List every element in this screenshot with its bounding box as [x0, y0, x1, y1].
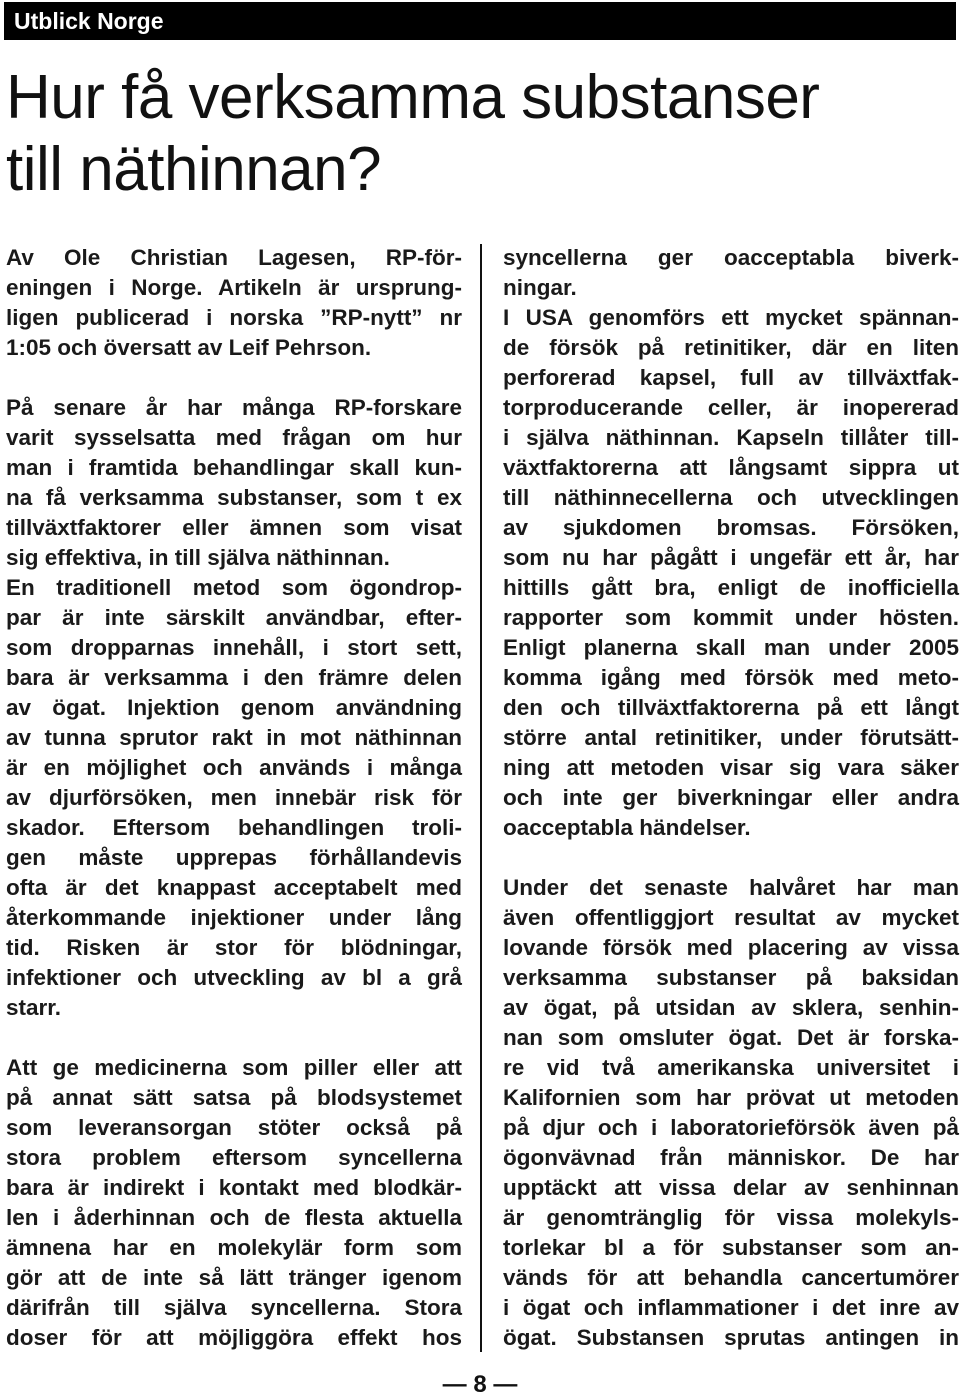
page-number: — 8 —	[442, 1371, 518, 1398]
left-column-line: gen måste upprepas förhållandevis	[6, 845, 462, 870]
right-column-line: ning att metoden visar sig vara säker	[503, 755, 959, 780]
right-column-line: nan som omsluter ögat. Det är forska-	[503, 1025, 959, 1050]
left-column-line: varit sysselsatta med frågan om hur	[6, 425, 462, 450]
left-column-line: på annat sätt satsa på blodsystemet	[6, 1085, 462, 1110]
right-column-line: vänds för att behandla cancertumörer	[503, 1265, 959, 1290]
left-column-line: Att ge medicinerna som piller eller att	[6, 1055, 462, 1080]
right-column-line: av ögat, på utsidan av sklera, senhin-	[503, 995, 959, 1020]
right-text-column	[503, 243, 959, 1353]
right-column-line: torproducerande celler, är inopererad	[503, 395, 959, 420]
left-column-line: som dropparnas innehåll, i stort sett,	[6, 635, 462, 660]
right-column-line: komma igång med försök med meto-	[503, 665, 959, 690]
right-column-line: den och tillväxtfaktorerna på ett långt	[503, 695, 959, 720]
left-column-line: bara är indirekt i kontakt med blodkär-	[6, 1175, 462, 1200]
left-column-line	[6, 363, 462, 393]
left-column-line: starr.	[6, 995, 62, 1020]
left-column-line: 1:05 och översatt av Leif Pehrson.	[6, 335, 372, 360]
right-column-line: Kalifornien som har prövat ut metoden	[503, 1085, 959, 1110]
right-column-line: växtfaktorerna att långsamt sippra ut	[503, 455, 959, 480]
right-column-line: Under det senaste halvåret har man	[503, 875, 959, 900]
left-column-line: är en möjlighet och används i många	[6, 755, 462, 780]
left-column-line: därifrån till själva syncellerna. Stora	[6, 1295, 462, 1320]
right-column-line: större antal retinitiker, under förutsätt-	[503, 725, 959, 750]
right-column-line: verksamma substanser på baksidan	[503, 965, 959, 990]
right-column-line: rapporter som kommit under hösten.	[503, 605, 959, 630]
left-column-line: len i åderhinnan och de flesta aktuella	[6, 1205, 462, 1230]
left-column-line: skador. Eftersom behandlingen troli-	[6, 815, 462, 840]
left-column-line: som leveransorgan stöter också på	[6, 1115, 462, 1140]
left-column-line: tillväxtfaktorer eller ämnen som visat	[6, 515, 462, 540]
column-divider	[480, 244, 482, 1352]
right-column-line: upptäckt att vissa delar av senhinnan	[503, 1175, 959, 1200]
left-column-line: På senare år har många RP-forskare	[6, 395, 462, 420]
left-column-line: sig effektiva, in till själva näthinnan.	[6, 545, 390, 570]
right-column-line: perforerad kapsel, full av tillväxtfak-	[503, 365, 959, 390]
right-column-line: syncellerna ger oacceptabla biverk-	[503, 245, 959, 270]
left-column-line: av ögat. Injektion genom användning	[6, 695, 462, 720]
left-column-line: ofta är det knappast acceptabelt med	[6, 875, 462, 900]
right-column-line: ögat. Substansen sprutas antingen in	[503, 1325, 959, 1350]
right-column-line: av sjukdomen bromsas. Försöken,	[503, 515, 959, 540]
right-column-line: Enligt planerna skall man under 2005	[503, 635, 959, 660]
left-column-line: ämnena har en molekylär form som	[6, 1235, 462, 1260]
right-column-line: som nu har pågått i ungefär ett år, har	[503, 545, 959, 570]
right-column-line: re vid två amerikanska universitet i	[503, 1055, 959, 1080]
left-column-line: gör att de inte så lätt tränger igenom	[6, 1265, 462, 1290]
right-column-line: på djur och i laboratorieförsök även på	[503, 1115, 959, 1140]
right-column-line: i själva näthinnan. Kapseln tillåter till-	[503, 425, 959, 450]
right-column-line: hittills gått bra, enligt de inofficiella	[503, 575, 959, 600]
section-label: Utblick Norge	[14, 8, 164, 34]
left-column-line: av tunna sprutor rakt in mot näthinnan	[6, 725, 462, 750]
section-header-bar	[4, 2, 956, 40]
left-column-line: stora problem eftersom syncellerna	[6, 1145, 462, 1170]
left-column-line: man i framtida behandlingar skall kun-	[6, 455, 462, 480]
left-column-line: doser för att möjliggöra effekt hos	[6, 1325, 462, 1350]
right-column-line: I USA genomförs ett mycket spännan-	[503, 305, 959, 330]
left-column-line: En traditionell metod som ögondrop-	[6, 575, 462, 600]
right-column-line	[503, 843, 959, 873]
right-column-line: oacceptabla händelser.	[503, 815, 751, 840]
left-column-line: par är inte särskilt användbar, efter-	[6, 605, 462, 630]
left-column-line: tid. Risken är stor för blödningar,	[6, 935, 462, 960]
right-column-line: ögonvävnad från människor. De har	[503, 1145, 959, 1170]
article-headline	[6, 62, 956, 206]
right-column-line: ningar.	[503, 275, 577, 300]
left-text-column	[6, 243, 462, 1353]
left-column-line: av djurförsöken, men innebär risk för	[6, 785, 462, 810]
left-column-line: ligen publicerad i norska ”RP-nytt” nr	[6, 305, 462, 330]
right-column-line: även offentliggjort resultat av mycket	[503, 905, 959, 930]
headline-line-2: till näthinnan?	[6, 135, 382, 204]
right-column-line: lovande försök med placering av vissa	[503, 935, 959, 960]
left-column-line: infektioner och utveckling av bl a grå	[6, 965, 462, 990]
right-column-line: de försök på retinitiker, där en liten	[503, 335, 959, 360]
right-column-line: torlekar bl a för substanser som an-	[503, 1235, 959, 1260]
right-column-line: är genomtränglig för vissa molekyls-	[503, 1205, 959, 1230]
right-column-line: i ögat och inflammationer i det inre av	[503, 1295, 959, 1320]
left-column-line: na få verksamma substanser, som t ex	[6, 485, 462, 510]
right-column-line: och inte ger biverkningar eller andra	[503, 785, 959, 810]
left-column-line: återkommande injektioner under lång	[6, 905, 462, 930]
left-column-line: eningen i Norge. Artikeln är ursprung-	[6, 275, 462, 300]
left-column-line	[6, 1023, 462, 1053]
left-column-line: Av Ole Christian Lagesen, RP-för-	[6, 245, 462, 270]
headline-line-1: Hur få verksamma substanser	[6, 63, 820, 132]
left-column-line: bara är verksamma i den främre delen	[6, 665, 462, 690]
right-column-line: till näthinnecellerna och utvecklingen	[503, 485, 959, 510]
